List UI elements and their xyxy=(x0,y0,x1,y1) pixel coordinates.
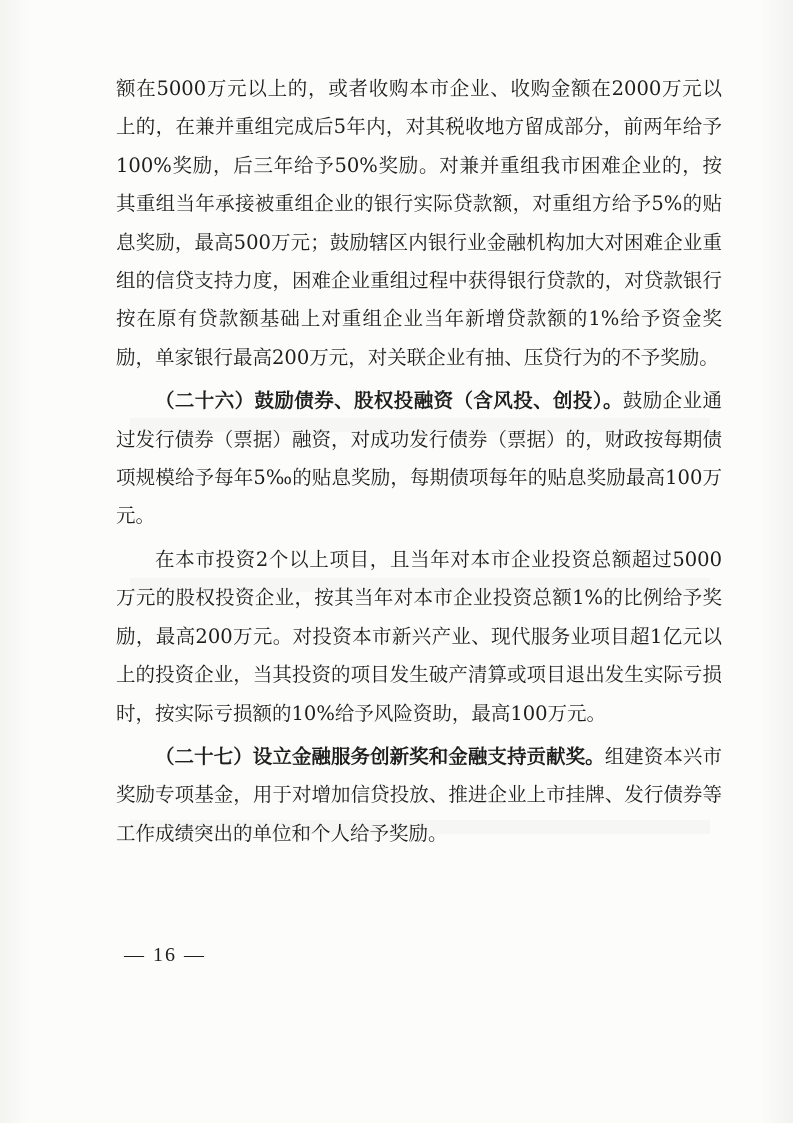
paragraph-heading: （二十六）鼓励债券、股权投融资（含风投、创投）。 xyxy=(155,389,623,413)
paragraph-heading: （二十七）设立金融服务创新奖和金融支持贡献奖。 xyxy=(155,744,605,768)
paragraph-text: 在本市投资2个以上项目，且当年对本市企业投资总额超过5000万元的股权投资企业，按其当年对本市企业投资总额1%的比例给予奖励，最高200万元。对投资本市新兴产业、现代服务业项目超1亿元以上的投资企业，当其投资的项目发生破产清算或项目退出发生实际亏损时，按实际亏损额的10%给予风险资助，最高100万元。 xyxy=(116,547,722,725)
paragraph-3 xyxy=(116,541,722,733)
paragraph-text: 鼓励企业通过发行债券（票据）融资，对成功发行债券（票据）的，财政按每期债项规模给予每年5‰的贴息奖励，每期债项每年的贴息奖励最高100万元。 xyxy=(116,389,722,528)
paragraph-4 xyxy=(116,738,722,853)
page-number: — 16 — xyxy=(124,944,206,966)
paragraph-text: 额在5000万元以上的，或者收购本市企业、收购金额在2000万元以上的，在兼并重组完成后5年内，对其税收地方留成部分，前两年给予100%奖励，后三年给予50%奖励。对兼并重组我市困难企业的，按其重组当年承接被重组企业的银行实际贷款额，对重组方给予5%的贴息奖励，最高500万元；鼓励辖区内银行业金融机构加大对困难企业重组的信贷支持力度，困难企业重组过程中获得银行贷款的，对贷款银行按在原有贷款额基础上对重组企业当年新增贷款额的1%给予资金奖励，单家银行最高200万元，对关联企业有抽、压贷行为的不予奖励。 xyxy=(116,77,722,369)
paragraph-1 xyxy=(116,70,722,377)
paragraph-text: 组建资本兴市奖励专项基金，用于对增加信贷投放、推进企业上市挂牌、发行债券等工作成绩突出的单位和个人给予奖励。 xyxy=(116,744,722,845)
body-text xyxy=(116,70,722,853)
paragraph-2 xyxy=(116,382,722,536)
